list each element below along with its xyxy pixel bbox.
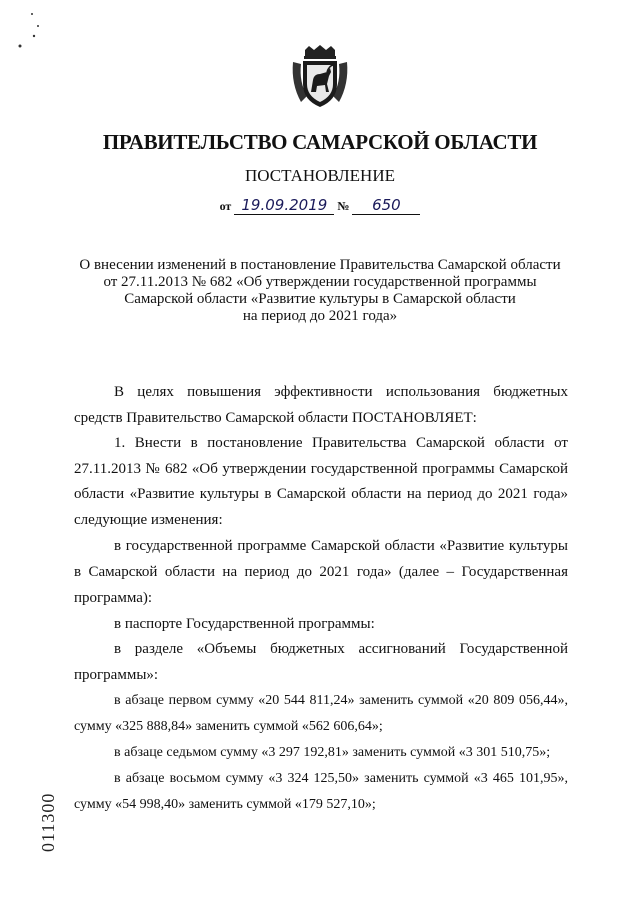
document-number: 650 bbox=[352, 196, 420, 215]
body-paragraph: в абзаце седьмом сумму «3 297 192,81» заменить суммой «3 301 510,75»; bbox=[114, 745, 551, 760]
side-stamp-number: 011300 bbox=[38, 792, 58, 852]
body-paragraph: в разделе «Объемы бюджетных ассигнований Государственной программы»: bbox=[74, 641, 568, 683]
government-title: ПРАВИТЕЛЬСТВО САМАРСКОЙ ОБЛАСТИ bbox=[102, 130, 538, 154]
subject-line: от 27.11.2013 № 682 «Об утверждении государственной программы bbox=[103, 274, 537, 290]
number-label: № bbox=[337, 199, 350, 213]
scan-marks bbox=[10, 8, 50, 58]
from-label: от bbox=[219, 199, 232, 213]
subject-line: на период до 2021 года» bbox=[242, 308, 398, 324]
document-date: 19.09.2019 bbox=[234, 196, 334, 215]
body-paragraph: в абзаце восьмом сумму «3 324 125,50» заменить суммой «3 465 101,95», сумму «54 998,40» заменить суммой «179 527,10»; bbox=[74, 771, 568, 812]
body-paragraph: в государственной программе Самарской области «Развитие культуры в Самарской области на период до 2021 года» (далее – Государственная программа): bbox=[74, 538, 568, 606]
subject-line: О внесении изменений в постановление Правительства Самарской области bbox=[79, 257, 561, 273]
coat-of-arms-icon bbox=[289, 44, 351, 110]
document-type: ПОСТАНОВЛЕНИЕ bbox=[244, 166, 395, 185]
subject-line: Самарской области «Развитие культуры в Самарской области bbox=[124, 291, 516, 307]
body-paragraph: 1. Внести в постановление Правительства Самарской области от 27.11.2013 № 682 «Об утверждении государственной программы Самарской области «Развитие культуры в Самарской области на период до 2021 года» следующие изменения: bbox=[74, 435, 568, 528]
date-number-line bbox=[0, 196, 640, 215]
document-subject bbox=[60, 257, 580, 325]
document-body bbox=[74, 380, 568, 818]
body-paragraph: в абзаце первом сумму «20 544 811,24» заменить суммой «20 809 056,44», сумму «325 888,84» заменить суммой «562 606,64»; bbox=[74, 693, 568, 734]
body-paragraph: В целях повышения эффективности использования бюджетных средств Правительство Самарской области ПОСТАНОВЛЯЕТ: bbox=[74, 384, 568, 426]
body-paragraph: в паспорте Государственной программы: bbox=[114, 616, 375, 632]
